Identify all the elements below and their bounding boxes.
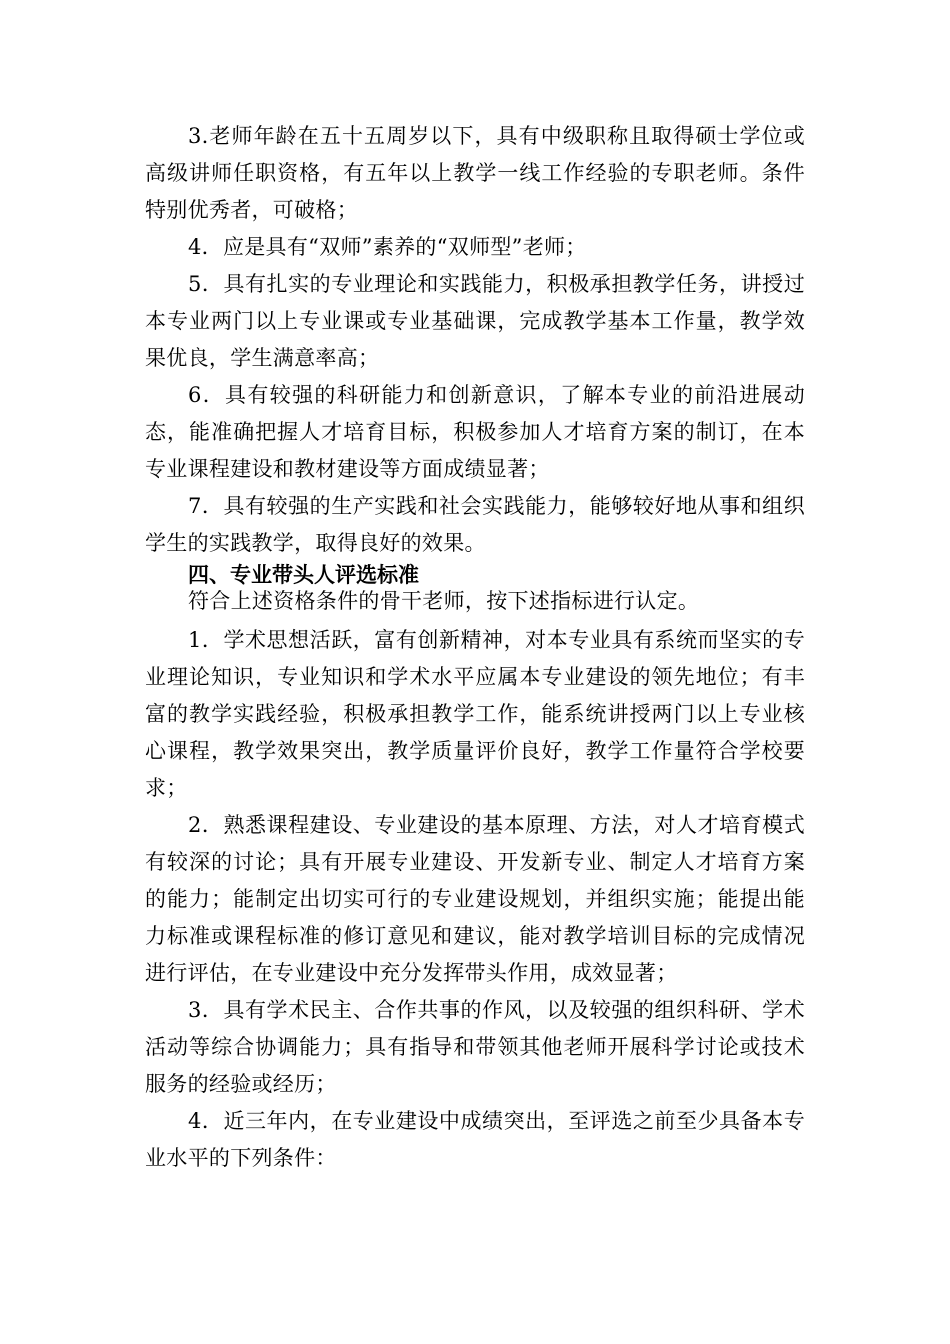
paragraph-item-5: 5．具有扎实的专业理论和实践能力，积极承担教学任务，讲授过本专业两门以上专业课或专业基础课，完成教学基本工作量，教学效果优良，学生满意率高；	[145, 272, 805, 370]
criteria-item-2: 2．熟悉课程建设、专业建设的基本原理、方法，对人才培育模式有较深的讨论；具有开展专业建设、开发新专业、制定人才培育方案的能力；能制定出切实可行的专业建设规划，并组织实施；能提出能力标准或课程标准的修订意见和建议，能对教学培训目标的完成情况进行评估，在专业建设中充分发挥带头作用，成效显著；	[145, 813, 805, 985]
document-page	[145, 118, 805, 1177]
paragraph-item-7: 7．具有较强的生产实践和社会实践能力，能够较好地从事和组织学生的实践教学，取得良好的效果。	[145, 494, 805, 555]
section-intro: 符合上述资格条件的骨干老师，按下述指标进行认定。	[188, 589, 700, 613]
paragraph-item-6: 6．具有较强的科研能力和创新意识，了解本专业的前沿进展动态，能准确把握人才培育目标，积极参加人才培育方案的制订，在本专业课程建设和教材建设等方面成绩显著；	[145, 383, 805, 481]
section-heading: 四、专业带头人评选标准	[188, 563, 419, 587]
criteria-item-3: 3．具有学术民主、合作共事的作风，以及较强的组织科研、学术活动等综合协调能力；具有指导和带领其他老师开展科学讨论或技术服务的经验或经历；	[145, 998, 805, 1096]
paragraph-item-3: 3.老师年龄在五十五周岁以下，具有中级职称且取得硕士学位或高级讲师任职资格，有五年以上教学一线工作经验的专职老师。条件特别优秀者，可破格；	[145, 124, 805, 222]
criteria-item-1: 1．学术思想活跃，富有创新精神，对本专业具有系统而坚实的专业理论知识，专业知识和学术水平应属本专业建设的领先地位；有丰富的教学实践经验，积极承担教学工作，能系统讲授两门以上专业核心课程，教学效果突出，教学质量评价良好，教学工作量符合学校要求；	[145, 628, 805, 800]
paragraph-item-4: 4．应是具有“双师”素养的“双师型”老师；	[188, 235, 587, 259]
criteria-item-4: 4．近三年内，在专业建设中成绩突出，至评选之前至少具备本专业水平的下列条件：	[145, 1109, 805, 1170]
